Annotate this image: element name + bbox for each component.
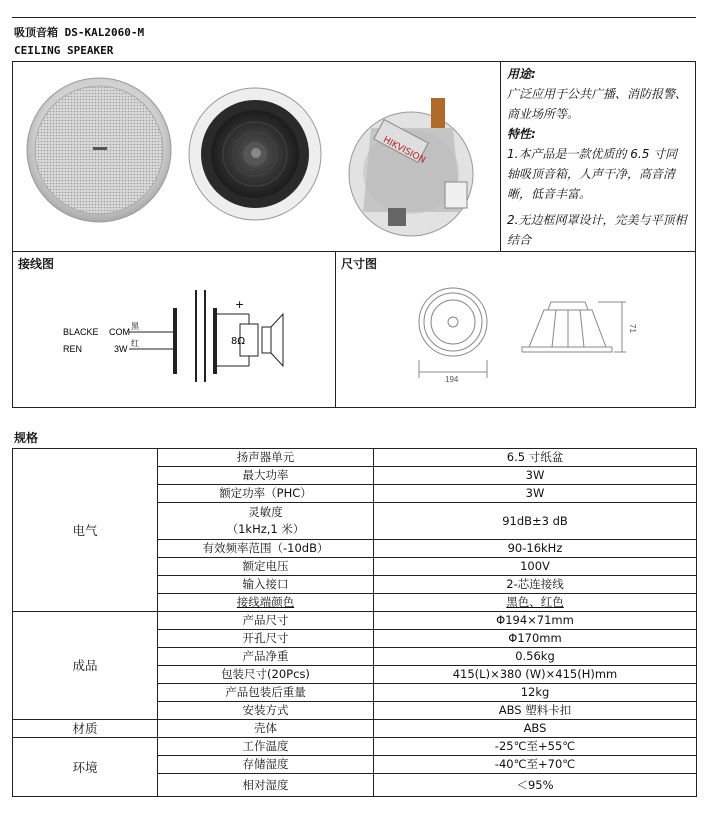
table-row bbox=[13, 720, 697, 738]
spec-name: 安装方式 bbox=[158, 702, 374, 720]
spec-name: 开孔尺寸 bbox=[158, 630, 374, 648]
3w-label: 3W bbox=[114, 344, 128, 354]
product-subtitle: CEILING SPEAKER bbox=[14, 44, 114, 57]
plus-sign: + bbox=[235, 298, 245, 311]
table-row bbox=[13, 449, 697, 467]
category-electrical: 电气 bbox=[13, 449, 158, 612]
spec-name-cell bbox=[158, 594, 374, 612]
top-view-drawing bbox=[419, 288, 487, 378]
category-environment: 环境 bbox=[13, 738, 158, 797]
wiring-diagram bbox=[13, 252, 335, 407]
category-finished: 成品 bbox=[13, 612, 158, 720]
dimension-heading: 尺寸图 bbox=[341, 257, 378, 271]
product-title: 吸顶音箱 DS-KAL2060-M bbox=[14, 26, 145, 39]
black-cn-label: 黑 bbox=[131, 322, 139, 331]
spec-name: 输入接口 bbox=[158, 576, 374, 594]
spec-name: 产品尺寸 bbox=[158, 612, 374, 630]
header-rule bbox=[12, 17, 696, 18]
spec-name: 工作温度 bbox=[158, 738, 374, 756]
usage-heading: 用途: bbox=[507, 67, 536, 81]
usage-text: 广泛应用于公共广播、消防报警、商业场所等。 bbox=[507, 87, 688, 121]
brand-mark: HIKVISION bbox=[381, 135, 427, 166]
spec-name: 壳体 bbox=[158, 720, 374, 738]
spec-value: 415(L)×380 (W)×415(H)mm bbox=[374, 666, 697, 684]
spec-name: 存储湿度 bbox=[158, 756, 374, 774]
spec-value: ＜95% bbox=[374, 774, 697, 797]
feature-1: 1.本产品是一款优质的 6.5 寸同轴吸顶音箱，人声干净，高音清晰，低音丰富。 bbox=[507, 147, 678, 201]
height-dim-label: 71 bbox=[628, 324, 637, 333]
spec-value: ABS 塑料卡扣 bbox=[374, 702, 697, 720]
spec-name: 有效频率范围（-10dB） bbox=[158, 540, 374, 558]
spec-value: 91dB±3 dB bbox=[374, 503, 697, 540]
spec-name: 额定功率（PHC） bbox=[158, 485, 374, 503]
spec-heading: 规格 bbox=[14, 431, 39, 445]
speaker-back-photo bbox=[349, 98, 473, 236]
spec-name-sub: （1kHz,1 米） bbox=[226, 522, 305, 536]
spec-value: 6.5 寸纸盆 bbox=[374, 449, 697, 467]
spec-name: 产品包装后重量 bbox=[158, 684, 374, 702]
spec-value: Φ194×71mm bbox=[374, 612, 697, 630]
black-label: BLACKE bbox=[63, 327, 99, 337]
spec-value: 0.56kg bbox=[374, 648, 697, 666]
com-label: COM bbox=[109, 327, 130, 337]
spec-value: -40℃至+70℃ bbox=[374, 756, 697, 774]
category-material: 材质 bbox=[13, 720, 158, 738]
width-dim-label: 194 bbox=[445, 375, 459, 384]
spec-value: 100V bbox=[374, 558, 697, 576]
red-label: REN bbox=[63, 344, 83, 354]
speaker-cone-photo bbox=[189, 88, 321, 220]
impedance-label: 8Ω bbox=[231, 336, 246, 347]
spec-value: 2-芯连接线 bbox=[374, 576, 697, 594]
spec-name: 扬声器单元 bbox=[158, 449, 374, 467]
spec-name: 接线端颜色 bbox=[236, 595, 295, 609]
dimension-drawing bbox=[336, 252, 695, 407]
spec-value: 12kg bbox=[374, 684, 697, 702]
spec-name: 包装尺寸(20Pcs) bbox=[158, 666, 374, 684]
spec-value: 黑色、红色 bbox=[506, 595, 564, 609]
spec-name: 产品净重 bbox=[158, 648, 374, 666]
spec-value: 90-16kHz bbox=[374, 540, 697, 558]
spec-table bbox=[12, 448, 697, 797]
spec-name: 灵敏度 bbox=[248, 505, 283, 519]
table-row bbox=[13, 738, 697, 756]
spec-value: -25℃至+55℃ bbox=[374, 738, 697, 756]
wiring-heading: 接线图 bbox=[18, 257, 55, 271]
spec-value-cell bbox=[374, 594, 697, 612]
features-heading: 特性: bbox=[507, 127, 536, 141]
spec-value: 3W bbox=[374, 485, 697, 503]
wiring-panel bbox=[12, 251, 336, 408]
spec-value: ABS bbox=[374, 720, 697, 738]
dimension-panel bbox=[335, 251, 696, 408]
usage-panel bbox=[500, 61, 696, 252]
side-view-drawing bbox=[522, 302, 626, 352]
spec-name-multiline bbox=[158, 503, 374, 540]
spec-value: 3W bbox=[374, 467, 697, 485]
speaker-front-photo bbox=[27, 78, 171, 222]
spec-name: 最大功率 bbox=[158, 467, 374, 485]
spec-value: Φ170mm bbox=[374, 630, 697, 648]
table-row bbox=[13, 612, 697, 630]
feature-2: 2.无边框网罩设计，完美与平顶相结合 bbox=[507, 213, 687, 247]
product-image-panel bbox=[12, 61, 501, 252]
red-cn-label: 红 bbox=[131, 339, 139, 348]
spec-name: 相对湿度 bbox=[158, 774, 374, 797]
speaker-symbol bbox=[262, 327, 271, 353]
spec-name: 额定电压 bbox=[158, 558, 374, 576]
product-photos bbox=[13, 62, 500, 251]
